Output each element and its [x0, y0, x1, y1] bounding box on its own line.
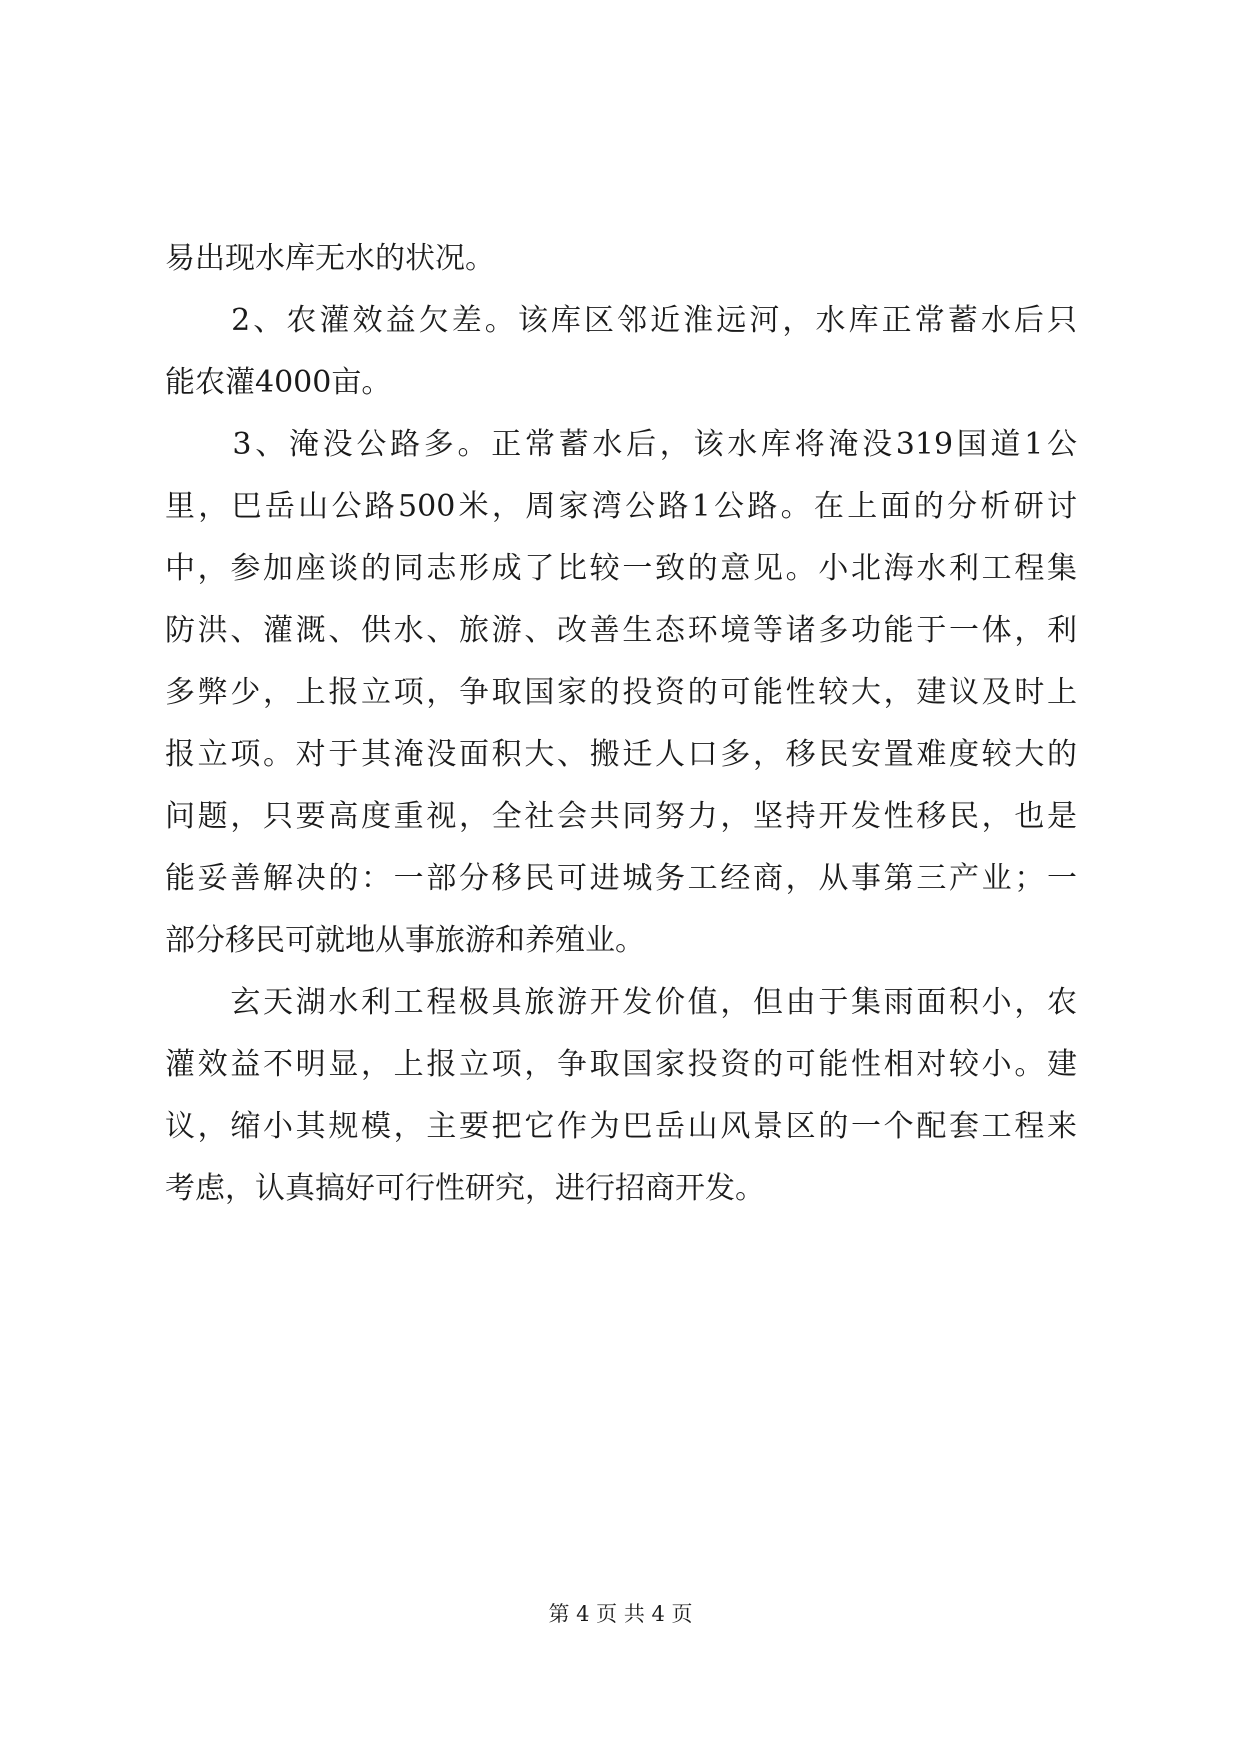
text-line: 防洪、灌溉、供水、旅游、改善生态环境等诸多功能于一体，利 [165, 613, 1077, 648]
text-line: 多弊少，上报立项，争取国家的投资的可能性较大，建议及时上 [165, 675, 1077, 710]
text-line: 能妥善解决的：一部分移民可进城务工经商，从事第三产业；一 [165, 861, 1077, 896]
text-line: 易出现水库无水的状况。 [165, 241, 495, 276]
text-line: 报立项。对于其淹没面积大、搬迁人口多，移民安置难度较大的 [165, 737, 1077, 772]
text-line: 玄天湖水利工程极具旅游开发价值，但由于集雨面积小，农 [165, 985, 1077, 1020]
text-line: 问题，只要高度重视，全社会共同努力，坚持开发性移民，也是 [165, 799, 1077, 834]
text-line: 部分移民可就地从事旅游和养殖业。 [165, 923, 645, 958]
text-line: 中，参加座谈的同志形成了比较一致的意见。小北海水利工程集 [165, 551, 1077, 586]
page-number-footer: 第 4 页 共 4 页 [548, 1602, 693, 1626]
text-line: 议，缩小其规模，主要把它作为巴岳山风景区的一个配套工程来 [165, 1109, 1077, 1144]
document-body [165, 228, 1077, 1220]
text-line: 里，巴岳山公路500米，周家湾公路1公路。在上面的分析研讨 [165, 489, 1077, 524]
text-line: 3、淹没公路多。正常蓄水后，该水库将淹没319国道1公 [165, 427, 1077, 462]
text-line: 考虑，认真搞好可行性研究，进行招商开发。 [165, 1171, 765, 1206]
text-line: 2、农灌效益欠差。该库区邻近淮远河，水库正常蓄水后只 [165, 303, 1077, 338]
text-line: 灌效益不明显，上报立项，争取国家投资的可能性相对较小。建 [165, 1047, 1077, 1082]
text-line: 能农灌4000亩。 [165, 365, 392, 400]
